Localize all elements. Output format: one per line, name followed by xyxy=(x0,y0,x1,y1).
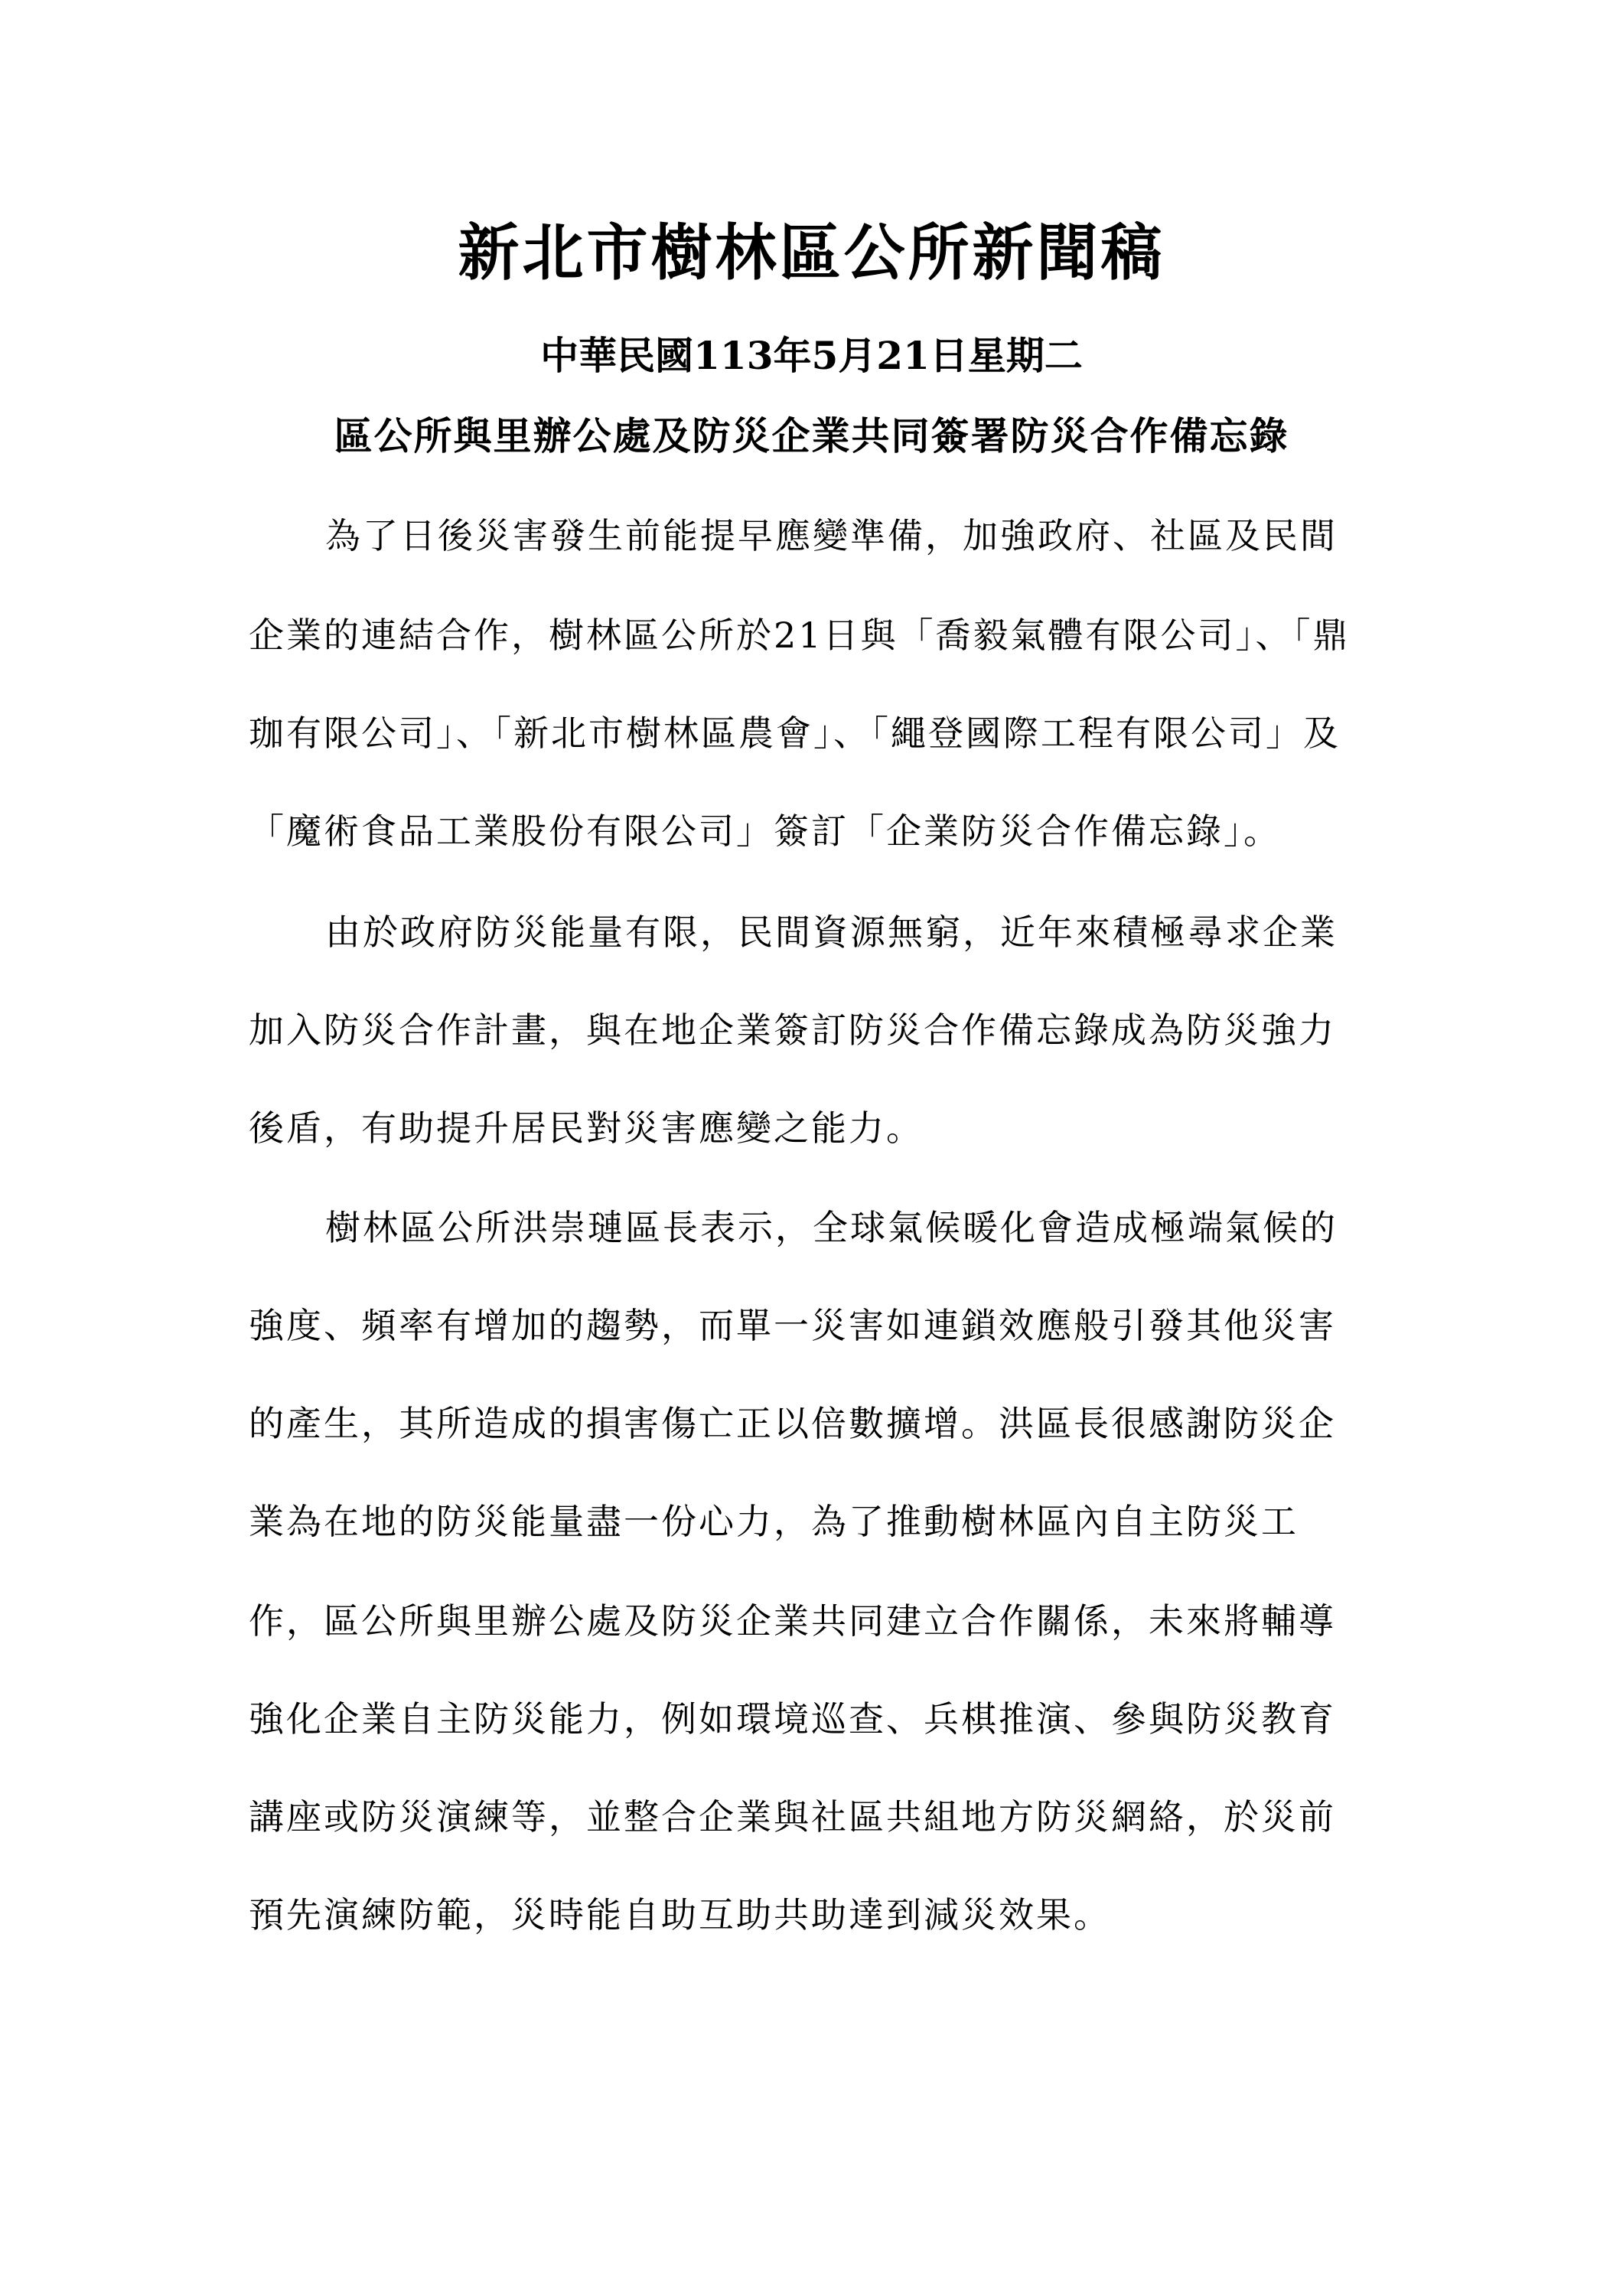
paragraph-2-line-3: 後盾，有助提升居民對災害應變之能力。 xyxy=(249,1107,924,1149)
article-headline: 區公所與里辦公處及防災企業共同簽署防災合作備忘錄 xyxy=(334,413,1289,458)
paragraph-1-line-4: 「魔術食品工業股份有限公司」簽訂「企業防災合作備忘錄」。 xyxy=(249,810,1281,852)
paragraph-1-line-2: 企業的連結合作，樹林區公所於21日與「喬毅氣體有限公司」、「鼎 xyxy=(249,615,1351,656)
paragraph-3-line-2: 強度、頻率有增加的趨勢，而單一災害如連鎖效應般引發其他災害 xyxy=(249,1305,1336,1346)
paragraph-3-line-1: 樹林區公所洪崇璉區長表示，全球氣候暖化會造成極端氣候的 xyxy=(325,1207,1338,1248)
paragraph-3-line-4: 業為在地的防災能量盡一份心力，為了推動樹林區內自主防災工 xyxy=(249,1501,1299,1542)
paragraph-3-line-5: 作，區公所與里辦公處及防災企業共同建立合作關係，未來將輔導 xyxy=(249,1600,1336,1642)
paragraph-1-line-3: 珈有限公司」、「新北市樹林區農會」、「繩登國際工程有限公司」及 xyxy=(249,713,1341,754)
paragraph-2-line-2: 加入防災合作計畫，與在地企業簽訂防災合作備忘錄成為防災強力 xyxy=(249,1009,1336,1051)
release-date: 中華民國113年5月21日星期二 xyxy=(540,333,1083,378)
paragraph-3-line-6: 強化企業自主防災能力，例如環境巡查、兵棋推演、參與防災教育 xyxy=(249,1698,1336,1740)
paragraph-3-line-7: 講座或防災演練等，並整合企業與社區共組地方防災網絡，於災前 xyxy=(249,1796,1336,1838)
paragraph-2-line-1: 由於政府防災能量有限，民間資源無窮，近年來積極尋求企業 xyxy=(325,912,1338,953)
paragraph-1-line-1: 為了日後災害發生前能提早應變準備，加強政府、社區及民間 xyxy=(325,515,1338,556)
paragraph-3-line-8: 預先演練防範，災時能自助互助共助達到減災效果。 xyxy=(249,1894,1111,1936)
paragraph-3-line-3: 的產生，其所造成的損害傷亡正以倍數擴增。洪區長很感謝防災企 xyxy=(249,1403,1336,1444)
press-release-title: 新北市樹林區公所新聞稿 xyxy=(458,217,1165,289)
